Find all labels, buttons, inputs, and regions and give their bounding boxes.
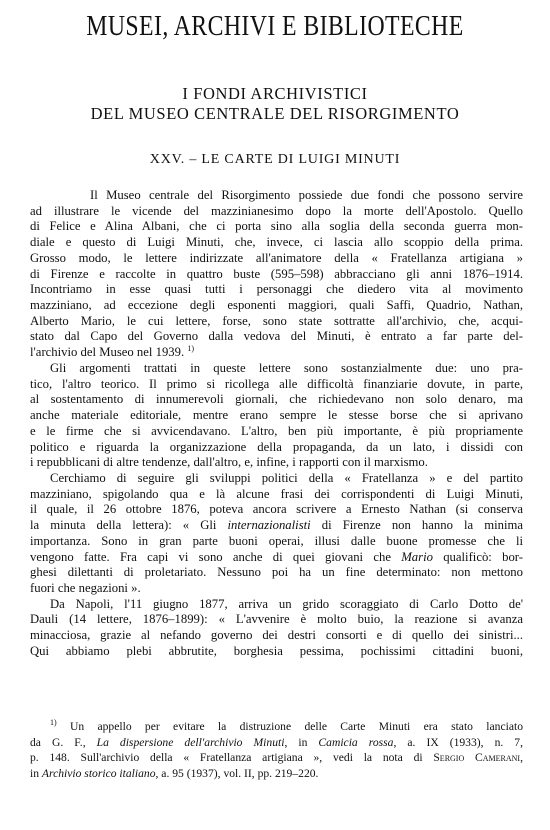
footnote-marker: 1)	[50, 719, 57, 728]
text-line: Il Museo centrale del Risorgimento possiede due fondi che possono servire	[90, 188, 523, 202]
author-name: Sergio Camerani	[433, 751, 521, 764]
italic-title: La dispersione dell'archivio Minuti	[96, 735, 285, 749]
section-heading: XXV. – LE CARTE DI LUIGI MINUTI	[149, 152, 401, 167]
text-line: mazziniano, ad eccezione degli esponenti maggiori, quali Saffi, Quadrio, Nathan,	[30, 298, 523, 313]
text-line: al sostentamento di innumerevoli giornali, che richiedevano non solo denaro, ma	[30, 392, 523, 407]
footnote-line	[30, 766, 523, 782]
text-line	[30, 345, 523, 361]
text-line: ghesi dilettanti di proletariato. Nessuno poi ha un fine determinato: non mettono	[30, 565, 523, 580]
text-line: Grosso modo, le lettere indirizzate all'animatore della « Fratellanza artigiana »	[30, 250, 523, 265]
text-line: importanza. Sono in gran parte buoni operai, illusi dalle buone promesse che li	[30, 533, 523, 548]
text-run: la minuta della lettera): « Gli	[30, 518, 228, 533]
text-run: in	[30, 766, 42, 780]
text-run: vengono fatte. Fra capi vi sono anche di quei giovani che	[30, 549, 402, 564]
text-run: di Firenze non hanno la minima	[310, 518, 523, 533]
footnote-line	[30, 735, 523, 751]
text-line: Gli argomenti trattati in queste lettere sono sostanzialmente due: uno pra-	[50, 360, 523, 375]
text-run: qualificò: bor-	[432, 549, 523, 564]
text-run: Un appello per evitare la distruzione delle Carte Minuti era stato lanciato	[70, 720, 523, 733]
text-line: di Felice e Alina Albani, che ci porta sino alla soglia della seconda guerra mon-	[30, 219, 523, 234]
text-run: p. 148. Sull'archivio della « Fratellanza artigiana », vedi la nota di	[30, 751, 434, 764]
text-line: tico, l'altro teorico. Il primo si ricollega alle difficoltà finanziarie dovute, in parte,	[30, 376, 523, 391]
text-line: il quale, il 26 ottobre 1876, poteva ancora scrivere a Ernesto Nathan (si conserva	[30, 502, 523, 517]
text-line: Cerchiamo di seguire gli sviluppi politici della « Fratellanza » e del partito	[50, 470, 523, 485]
text-line: di Firenze e raccolte in quattro buste (595–598) abbracciano gli anni 1876–1914.	[30, 266, 523, 281]
text-run: , a. 95 (1937), vol. II, pp. 219–220.	[155, 766, 319, 780]
article-title-line-1: I FONDI ARCHIVISTICI	[182, 84, 368, 103]
article-title-line-2: DEL MUSEO CENTRALE DEL RISORGIMENTO	[90, 104, 460, 123]
footnote-line	[30, 719, 523, 735]
text-run: da G. F.,	[30, 735, 97, 749]
text-line: anche materiale editoriale, mentre erano sempre le stesse borse che si aprivano	[30, 408, 523, 423]
text-line: Da Napoli, l'11 giugno 1877, arriva un grido scoraggiato di Carlo Dotto de'	[50, 596, 523, 611]
text-line: politico e riguarda la organizzazione della propaganda, da un lato, i dissidi con	[30, 439, 523, 454]
running-head: MUSEI, ARCHIVI E BIBLIOTECHE	[86, 10, 464, 42]
text-run: ,	[520, 751, 523, 764]
text-line: i repubblicani di altre tendenze, dall'altro, e, infine, i rapporti con il marxismo.	[30, 455, 428, 470]
text-line: Dauli (14 lettere, 1876–1899): « L'avvenire è molto buio, la reazione si avanza	[30, 612, 523, 627]
text-line: Qui abbiamo plebi abbrutite, borghesia pessima, pochissimi cittadini buoni,	[30, 643, 523, 658]
text-line	[30, 518, 523, 534]
italic-title: Archivio storico italiano	[41, 766, 156, 780]
italic-term: internazionalisti	[227, 518, 311, 533]
italic-title: Camicia rossa	[318, 735, 394, 749]
text-run: , a. IX (1933), n. 7,	[393, 735, 523, 749]
body-text	[30, 188, 523, 660]
footnote-reference[interactable]: 1)	[187, 345, 194, 353]
text-line: ad illustrare le vicende del mazzinianesimo dopo la morte dell'Apostolo. Quello	[30, 203, 523, 218]
text-line: diale e questo di Luigi Minuti, che, invece, ci lascia allo scoppio della prima.	[30, 235, 523, 250]
text-line: mazziniano, spigolando qua e là alcune frasi dei corrispondenti di Luigi Minuti,	[30, 486, 523, 501]
text-line: stato dal Capo del Governo dalla vedova del Minuti, è entrato a far parte del-	[30, 329, 523, 344]
text-line	[30, 550, 523, 566]
text-line: minacciosa, grazie al nefando governo dei destri consorti e di quello dei sinistri...	[30, 628, 523, 643]
text-line: fuori che negazioni ».	[30, 580, 141, 595]
text-run: l'archivio del Museo nel 1939.	[30, 345, 185, 360]
text-line: Alberto Mario, le cui lettere, forse, sono state sottratte all'archivio, che, acqui-	[30, 313, 523, 328]
text-run: , in	[284, 735, 319, 749]
text-line: Incontriamo in esse quasi tutti i personaggi che diedero vita al movimento	[30, 282, 523, 297]
text-line: e le firme che si avvicendavano. L'altro, ben più importante, è più propriamente	[30, 423, 523, 438]
italic-term: Mario	[401, 549, 433, 564]
footnote	[30, 719, 523, 781]
footnote-line	[30, 750, 523, 766]
